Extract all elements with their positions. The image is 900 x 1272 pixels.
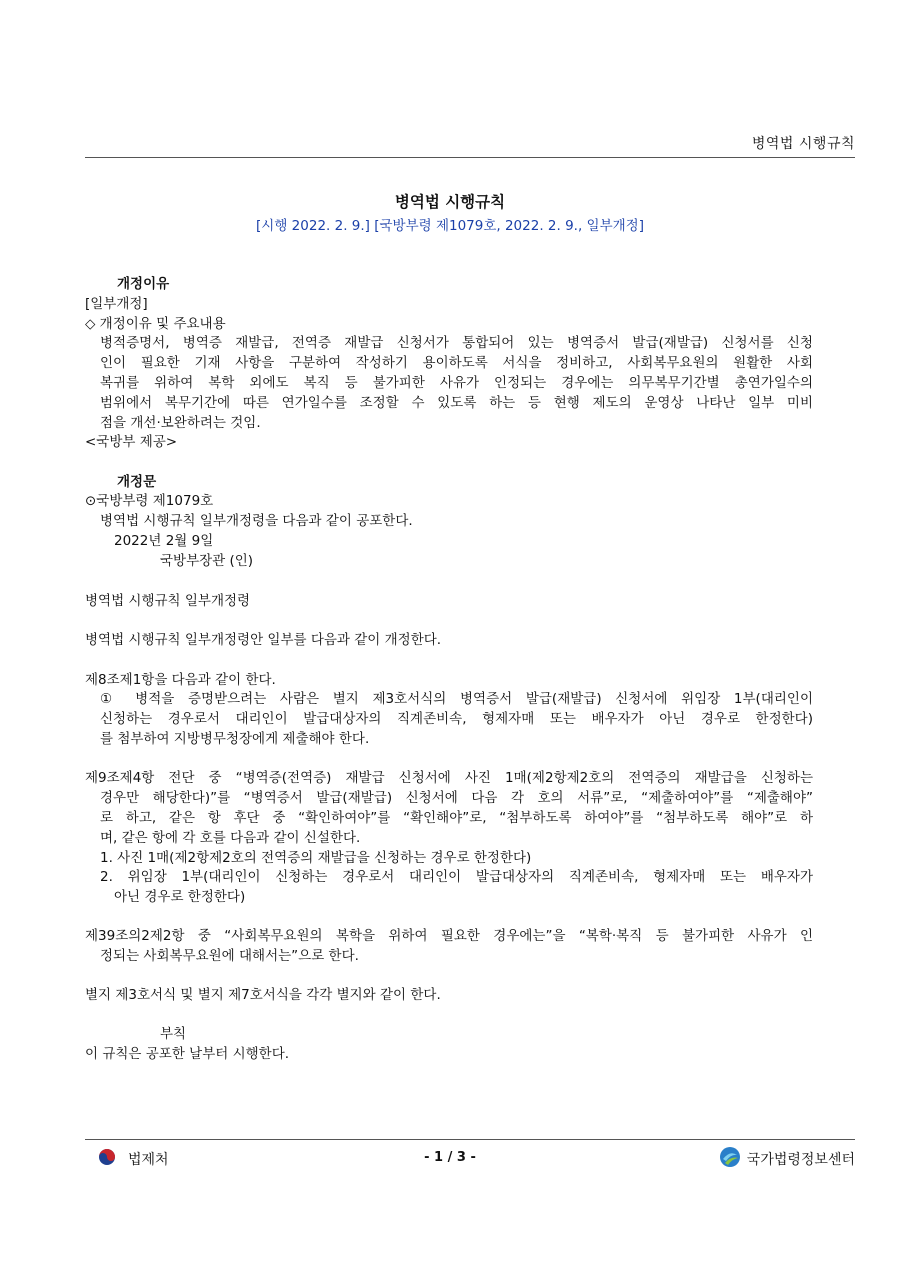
art8-line: 신청하는 경우로서 대리인이 발급대상자의 직계존비속, 형제자매 또는 배우자가 아닌 경우로 한정한다) [100,711,813,727]
amend-announce: 병역법 시행규칙 일부개정령을 다음과 같이 공포한다. [100,513,413,529]
art9-item-1: 1. 사진 1매(제2항제2호의 전역증의 재발급을 신청하는 경우로 한정한다) [100,850,532,866]
reason-heading: 개정이유 [117,276,170,292]
footer-right [719,1146,855,1172]
art9-line: 경우만 해당한다)”를 “병역증서 발급(재발급) 신청서에 다음 각 호의 서류”로, “제출하여야”를 “제출해야” [100,790,813,806]
art9-item-2-cont: 아닌 경우로 한정한다) [114,889,246,905]
art39-line: 제39조의2제2항 중 “사회복무요원의 복학을 위하여 필요한 경우에는”을 “복학·복직 등 불가피한 사유가 인 [85,928,813,944]
art9-line: 로 하고, 같은 항 후단 중 “확인하여야”를 “확인해야”로, “첨부하도록 하여야”를 “첨부하도록 해야”로 하 [100,810,813,826]
reason-line: 범위에서 복무기간에 따른 연가일수를 조정할 수 있도록 하는 등 현행 제도의 운영상 나타난 일부 미비 [100,395,813,411]
reason-tag: [일부개정] [85,296,148,312]
footer-right-label: 국가법령정보센터 [746,1152,855,1168]
footer-divider [85,1139,855,1140]
document-subtitle: [시행 2022. 2. 9.] [국방부령 제1079호, 2022. 2. 9., 일부개정] [256,218,644,234]
reason-line: 복귀를 위하여 복학 외에도 복직 등 불가피한 사유가 인정되는 경우에는 의무복무기간별 총연가일수의 [100,375,813,391]
supplementary-heading: 부칙 [160,1026,187,1042]
footer-left-label: 법제처 [128,1152,169,1168]
page-number: - 1 / 3 - [424,1150,476,1165]
supplementary-text: 이 규칙은 공포한 날부터 시행한다. [85,1046,290,1062]
header-doc-name: 병역법 시행규칙 [751,136,855,152]
amend-decree-title: 병역법 시행규칙 일부개정령 [85,593,251,609]
reason-source: <국방부 제공> [85,434,178,450]
reason-line: 인이 필요한 기재 사항을 구분하여 작성하기 용이하도록 서식을 정비하고, 사회복무요원의 원활한 사회 [100,355,813,371]
law-center-logo-icon [719,1146,741,1172]
amend-intro: 병역법 시행규칙 일부개정령안 일부를 다음과 같이 개정한다. [85,632,442,648]
header-divider [85,157,855,158]
art8-line: 를 첨부하여 지방병무청장에게 제출해야 한다. [100,731,370,747]
reason-item-heading: ◇ 개정이유 및 주요내용 [85,316,226,332]
amend-decree: ⊙국방부령 제1079호 [85,493,214,509]
art9-item-2: 2. 위임장 1부(대리인이 신청하는 경우로서 대리인이 발급대상자의 직계존비속, 형제자매 또는 배우자가 [100,869,813,885]
forms-line: 별지 제3호서식 및 별지 제7호서식을 각각 별지와 같이 한다. [85,987,441,1003]
amend-minister: 국방부장관 (인) [160,553,254,569]
amend-heading: 개정문 [117,474,157,490]
reason-line: 점을 개선·보완하려는 것임. [100,415,261,431]
art39-line: 정되는 사회복무요원에 대해서는”으로 한다. [100,948,359,964]
document-title: 병역법 시행규칙 [394,193,506,211]
art9-line: 며, 같은 항에 각 호를 다음과 같이 신설한다. [100,830,361,846]
amend-date: 2022년 2월 9일 [114,533,214,549]
reason-line: 병적증명서, 병역증 재발급, 전역증 재발급 신청서가 통합되어 있는 병역증서 발급(재발급) 신청서를 신청 [100,335,813,351]
art8-heading: 제8조제1항을 다음과 같이 한다. [85,672,276,688]
art8-line: ① 병적을 증명받으려는 사람은 별지 제3호서식의 병역증서 발급(재발급) 신청서에 위임장 1부(대리인이 [100,691,813,707]
art9-line: 제9조제4항 전단 중 “병역증(전역증) 재발급 신청서에 사진 1매(제2항제2호의 전역증의 재발급을 신청하는 [85,770,813,786]
